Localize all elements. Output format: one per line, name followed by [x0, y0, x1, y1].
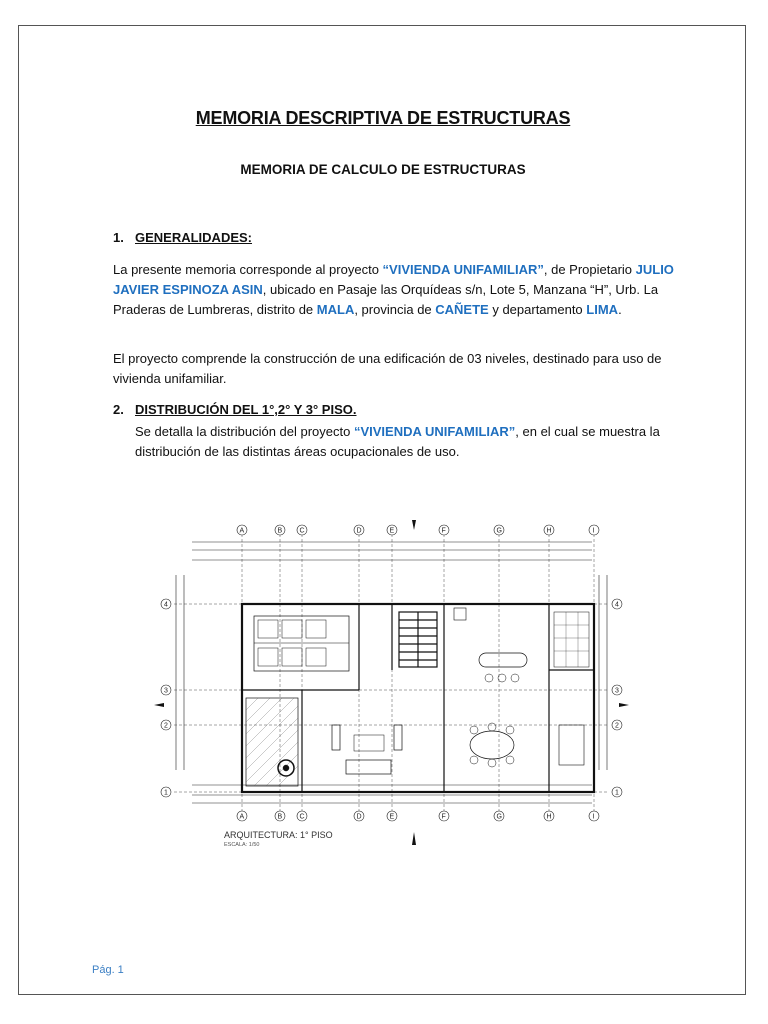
svg-text:4: 4	[164, 601, 168, 609]
section-1-paragraph-1	[113, 260, 703, 320]
svg-text:D: D	[356, 527, 362, 535]
section-2-paragraph-1	[135, 422, 715, 462]
svg-text:F: F	[441, 527, 446, 535]
section-2-number: 2.	[113, 402, 124, 417]
svg-text:3: 3	[164, 687, 168, 695]
svg-text:E: E	[389, 527, 395, 535]
text-run: , en el cual se muestra la distribución de las distintas áreas ocupacionales de uso.	[135, 424, 660, 459]
district-name: MALA	[316, 302, 355, 317]
svg-text:I: I	[592, 527, 595, 535]
section-1-heading	[113, 230, 252, 245]
svg-text:1: 1	[164, 789, 168, 797]
department-name: LIMA	[586, 302, 619, 317]
svg-text:2: 2	[164, 722, 168, 730]
text-run: , de Propietario	[543, 262, 636, 277]
svg-text:G: G	[496, 527, 502, 535]
svg-text:C: C	[299, 527, 305, 535]
section-1-paragraph-2: El proyecto comprende la construcción de una edificación de 03 niveles, destinado para uso de vivienda unifamiliar.	[113, 351, 662, 386]
text-run: .	[618, 302, 622, 317]
svg-text:F: F	[441, 813, 446, 821]
svg-text:A: A	[239, 813, 245, 821]
floor-plan-image	[154, 520, 629, 855]
plan-caption: ARQUITECTURA: 1° PISO	[224, 830, 333, 840]
svg-text:E: E	[389, 813, 395, 821]
svg-text:I: I	[592, 813, 595, 821]
svg-text:H: H	[546, 813, 552, 821]
svg-text:4: 4	[615, 601, 619, 609]
svg-text:D: D	[356, 813, 362, 821]
svg-text:B: B	[277, 527, 283, 535]
document-title: MEMORIA DESCRIPTIVA DE ESTRUCTURAS	[195, 108, 571, 128]
section-2-title: DISTRIBUCIÓN DEL 1°,2° Y 3° PISO.	[135, 402, 357, 417]
text-run: La presente memoria corresponde al proyecto	[113, 262, 383, 277]
text-run: y departamento	[488, 302, 587, 317]
owner-name: JULIO JAVIER ESPINOZA ASIN	[113, 262, 674, 297]
svg-text:3: 3	[615, 687, 619, 695]
section-1-title: GENERALIDADES:	[135, 230, 253, 245]
svg-text:B: B	[277, 813, 283, 821]
section-2-heading	[113, 402, 357, 417]
svg-text:2: 2	[615, 722, 619, 730]
plan-scale: ESCALA: 1/50	[224, 842, 260, 848]
text-run: , ubicado en Pasaje las Orquídeas s/n, Lote 5, Manzana “H”, Urb. La Praderas de Lumbreras, distrito de	[113, 282, 659, 317]
document-subtitle: MEMORIA DE CALCULO DE ESTRUCTURAS	[240, 162, 526, 177]
page-number: Pág. 1	[92, 964, 124, 976]
svg-text:1: 1	[615, 789, 619, 797]
province-name: CAÑETE	[435, 302, 489, 317]
text-run: , provincia de	[354, 302, 436, 317]
document-page	[18, 25, 746, 995]
svg-text:G: G	[496, 813, 502, 821]
svg-text:A: A	[239, 527, 245, 535]
project-name: “VIVIENDA UNIFAMILIAR”	[353, 424, 516, 439]
svg-text:C: C	[299, 813, 305, 821]
text-run: Se detalla la distribución del proyecto	[135, 424, 354, 439]
svg-text:H: H	[546, 527, 552, 535]
section-1-number: 1.	[113, 230, 124, 245]
project-name: “VIVIENDA UNIFAMILIAR”	[382, 262, 544, 277]
